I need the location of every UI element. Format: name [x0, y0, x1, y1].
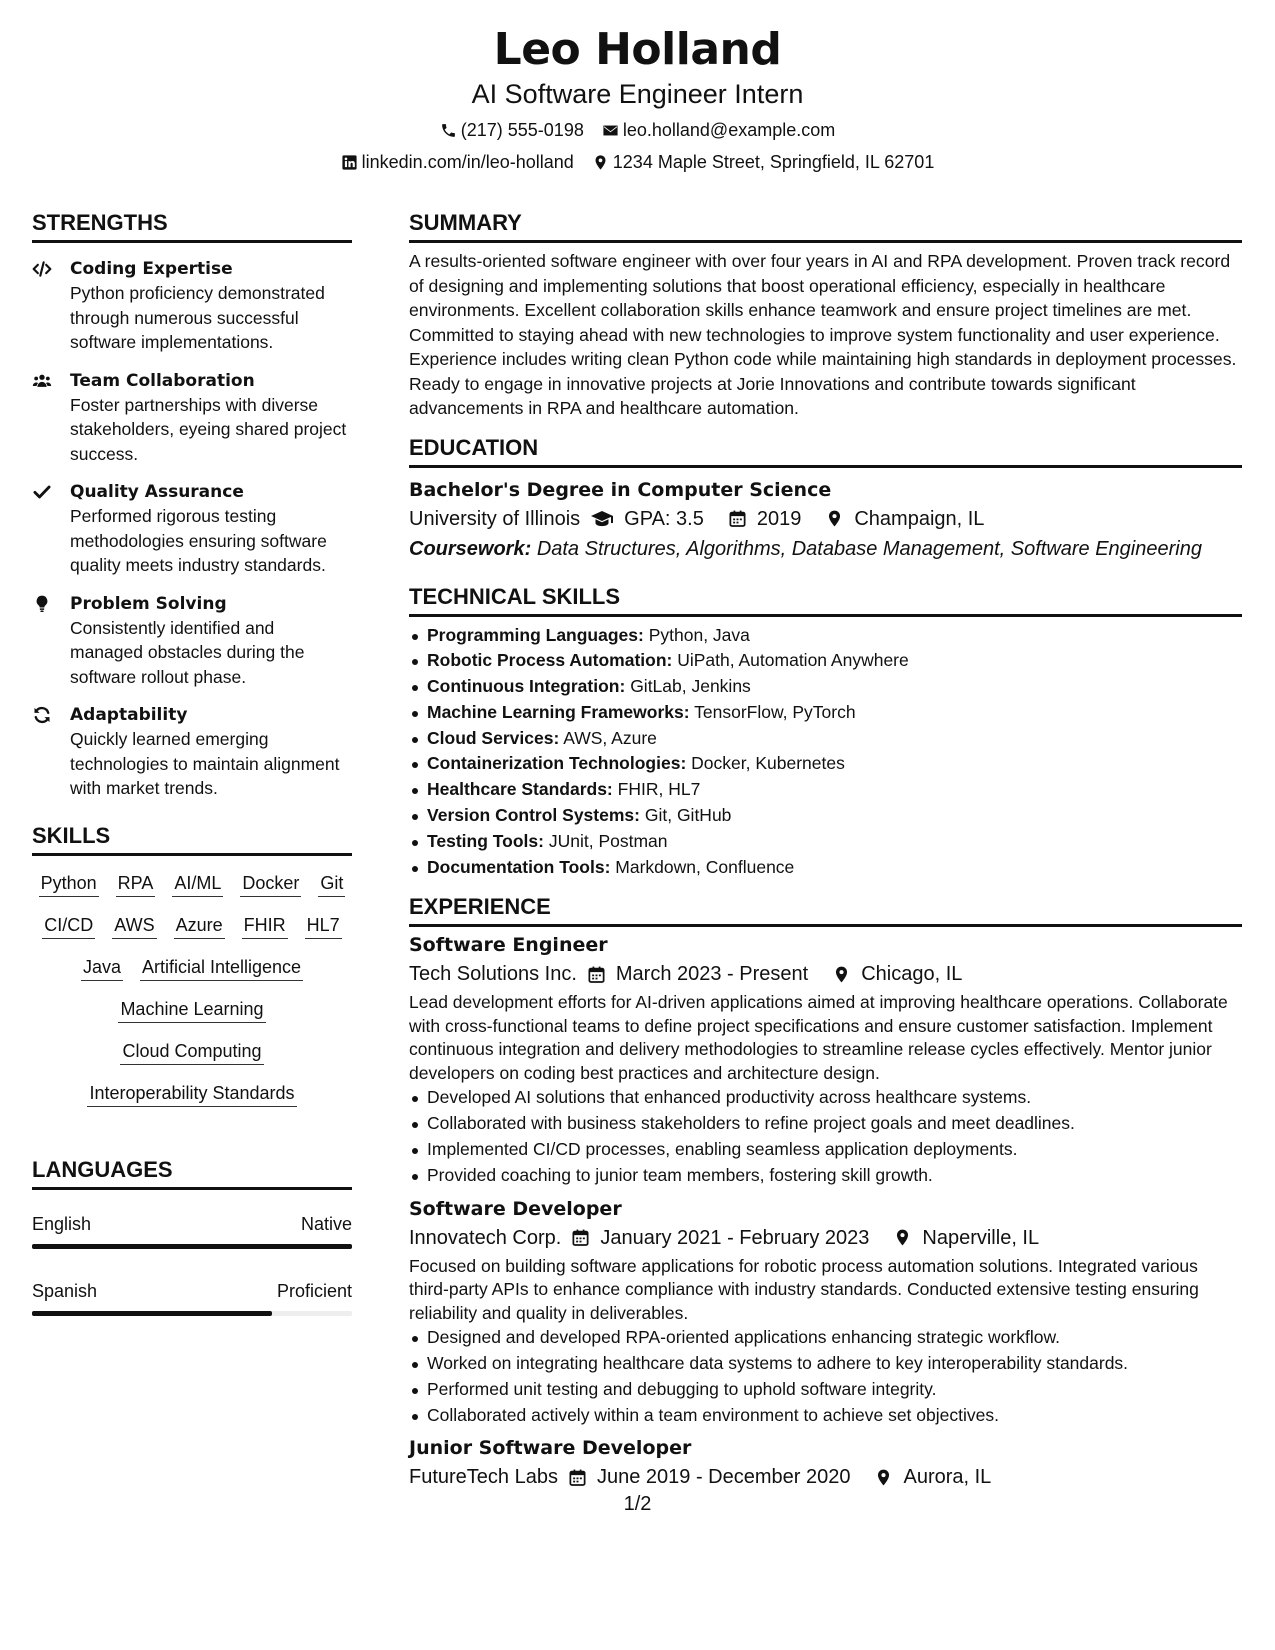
experience-heading: EXPERIENCE	[409, 894, 1242, 927]
company-name: FutureTech Labs	[409, 1466, 558, 1489]
job-dates: March 2023 - Present	[615, 963, 809, 986]
language-name: Spanish	[32, 1280, 98, 1301]
skill-values: AWS, Azure	[563, 727, 657, 748]
skill-tag: Machine Learning	[118, 996, 265, 1023]
strength-desc: Foster partnerships with diverse stakeholders, eyeing shared project success.	[70, 394, 347, 464]
job-title: Software Developer	[409, 1197, 622, 1220]
skill-tag: Azure	[174, 912, 225, 939]
phone-icon	[440, 122, 457, 139]
language-level: Proficient	[276, 1280, 352, 1301]
list-item: Collaborated actively within a team environment to achieve set objectives.	[409, 1403, 1242, 1429]
strength-desc: Python proficiency demonstrated through numerous successful software implementations.	[70, 283, 325, 352]
phone-contact	[440, 119, 584, 141]
company-name: Tech Solutions Inc.	[409, 963, 577, 986]
contact-row-2	[0, 151, 1275, 173]
job-dates: January 2021 - February 2023	[600, 1226, 870, 1249]
envelope-icon	[602, 122, 619, 139]
job-bullets	[409, 1325, 1242, 1428]
lightbulb-icon	[32, 592, 70, 690]
list-item: Worked on integrating healthcare data systems to adhere to key interoperability standards.	[409, 1351, 1242, 1377]
company-name: Innovatech Corp.	[409, 1226, 562, 1249]
skill-category: Continuous Integration:	[427, 676, 626, 697]
skills-list	[32, 870, 352, 1107]
language-name: English	[32, 1213, 92, 1234]
skill-values: Markdown, Confluence	[615, 856, 795, 877]
skill-tag: RPA	[116, 870, 156, 897]
calendar-icon	[571, 1228, 590, 1247]
skill-tag: AI/ML	[172, 870, 223, 897]
right-column	[409, 210, 1242, 1492]
job-entry	[409, 931, 1242, 1188]
skill-tag: Java	[81, 954, 123, 981]
linkedin-contact[interactable]	[341, 151, 574, 173]
skill-category: Cloud Services:	[427, 727, 560, 748]
job-title: Software Engineer	[409, 934, 608, 957]
strengths-heading: STRENGTHS	[32, 210, 352, 243]
skill-tag: Docker	[240, 870, 301, 897]
page-number: 1/2	[623, 1493, 652, 1515]
job-location: Chicago, IL	[861, 963, 963, 986]
strength-title: Problem Solving	[70, 593, 227, 614]
education-heading: EDUCATION	[409, 435, 1242, 468]
skill-tag: CI/CD	[42, 912, 95, 939]
job-meta	[409, 1462, 1242, 1492]
skill-category: Containerization Technologies:	[427, 753, 687, 774]
skill-values: GitLab, Jenkins	[630, 676, 751, 697]
list-item	[409, 726, 1242, 752]
education-meta	[409, 504, 1242, 534]
skill-values: Python, Java	[648, 624, 750, 645]
check-icon	[32, 480, 70, 578]
strength-desc: Performed rigorous testing methodologies ensuring software quality meets industry standards.	[70, 506, 327, 575]
strength-desc: Quickly learned emerging technologies to maintain alignment with market trends.	[70, 729, 340, 798]
skill-values: JUnit, Postman	[548, 830, 668, 851]
strength-title: Team Collaboration	[70, 370, 255, 391]
code-icon	[32, 257, 70, 355]
skill-tag: Python	[39, 870, 99, 897]
skill-category: Documentation Tools:	[427, 856, 611, 877]
job-dates: June 2019 - December 2020	[596, 1466, 851, 1489]
skill-tag: Cloud Computing	[120, 1038, 263, 1065]
job-location: Aurora, IL	[903, 1466, 992, 1489]
map-pin-icon	[893, 1228, 912, 1247]
language-bar	[32, 1311, 352, 1316]
left-column	[32, 210, 352, 1316]
skill-tag: HL7	[305, 912, 342, 939]
map-pin-icon	[825, 509, 844, 528]
list-item	[409, 829, 1242, 855]
degree-title: Bachelor's Degree in Computer Science	[409, 478, 832, 501]
job-bullets	[409, 1085, 1242, 1188]
gpa-text: GPA: 3.5	[624, 507, 704, 530]
map-pin-icon	[592, 154, 609, 171]
technical-skills-heading: TECHNICAL SKILLS	[409, 584, 1242, 617]
skills-heading: SKILLS	[32, 823, 352, 856]
candidate-name: Leo Holland	[493, 24, 782, 75]
job-description: Lead development efforts for AI-driven applications aimed at improving healthcare operations. Collaborate with cross-functional teams to define project specifications and ensure customer satisfaction. Implement continuous integration and delivery methodologies to streamline release cycles effectively. Mentor junior developers on coding best practices and architecture design.	[409, 992, 1228, 1083]
technical-skills-list	[409, 623, 1242, 881]
list-item: Implemented CI/CD processes, enabling seamless application deployments.	[409, 1137, 1242, 1163]
linkedin-text[interactable]: linkedin.com/in/leo-holland	[361, 152, 574, 172]
skill-tag: FHIR	[242, 912, 288, 939]
list-item	[409, 623, 1242, 649]
coursework-line	[409, 534, 1242, 564]
address-contact	[592, 151, 935, 173]
coursework-text: Data Structures, Algorithms, Database Management, Software Engineering	[536, 537, 1202, 560]
list-item: Provided coaching to junior team members, fostering skill growth.	[409, 1163, 1242, 1189]
sync-icon	[32, 703, 70, 801]
skill-tag: Interoperability Standards	[87, 1080, 296, 1107]
calendar-icon	[728, 509, 747, 528]
strength-item	[32, 257, 352, 355]
skill-category: Robotic Process Automation:	[427, 650, 673, 671]
users-icon	[32, 369, 70, 467]
calendar-icon	[587, 965, 606, 984]
language-bar-fill	[32, 1244, 352, 1249]
strength-title: Quality Assurance	[70, 482, 244, 502]
list-item	[409, 648, 1242, 674]
summary-heading: SUMMARY	[409, 210, 1242, 243]
list-item	[409, 803, 1242, 829]
skill-values: Git, GitHub	[644, 805, 732, 826]
map-pin-icon	[874, 1468, 893, 1487]
resume-header	[0, 22, 1275, 173]
skill-tag: Artificial Intelligence	[140, 954, 303, 981]
skill-values: TensorFlow, PyTorch	[694, 701, 856, 722]
list-item	[409, 751, 1242, 777]
job-entry	[409, 1434, 1242, 1492]
skill-values: FHIR, HL7	[617, 779, 701, 800]
skill-category: Healthcare Standards:	[427, 779, 613, 800]
contact-row-1	[0, 119, 1275, 141]
coursework-label: Coursework:	[409, 537, 532, 560]
skill-tag: AWS	[112, 912, 156, 939]
school-name: University of Illinois	[409, 507, 581, 530]
summary-text: A results-oriented software engineer with over four years in AI and RPA development. Proven track record of designing and implementing solutions that boost operational efficiency, especially in healthcare environments. Excellent collaboration skills enhance teamwork and ensure project timelines are met. Committed to staying ahead with new technologies to improve system functionality and user experience. Experience includes writing clean Python code while maintaining high standards in deployment processes. Ready to engage in innovative projects at Jorie Innovations and contribute towards significant advancements in RPA and healthcare automation.	[409, 251, 1237, 418]
list-item	[409, 777, 1242, 803]
list-item	[409, 700, 1242, 726]
list-item: Developed AI solutions that enhanced productivity across healthcare systems.	[409, 1085, 1242, 1111]
language-bar-fill	[32, 1311, 272, 1316]
skill-category: Machine Learning Frameworks:	[427, 701, 690, 722]
job-entry	[409, 1195, 1242, 1429]
address-text: 1234 Maple Street, Springfield, IL 62701	[612, 152, 935, 172]
skill-values: Docker, Kubernetes	[691, 753, 845, 774]
graduation-year: 2019	[756, 507, 802, 530]
email-contact[interactable]	[602, 119, 835, 141]
language-item	[32, 1279, 352, 1316]
job-description: Focused on building software applications for robotic process automation solutions. Integrated various third-party APIs to enhance compliance with industry standards. Conducted extensive testing ensuring reliability and quality in deliverables.	[409, 1255, 1199, 1323]
phone-text: (217) 555-0198	[460, 120, 584, 140]
skill-values: UiPath, Automation Anywhere	[677, 650, 909, 671]
strength-item	[32, 703, 352, 801]
language-item	[32, 1212, 352, 1249]
strength-item	[32, 592, 352, 690]
job-location: Naperville, IL	[922, 1226, 1040, 1249]
language-level: Native	[300, 1213, 352, 1234]
skill-category: Testing Tools:	[427, 830, 544, 851]
email-text[interactable]: leo.holland@example.com	[622, 120, 836, 140]
list-item	[409, 855, 1242, 881]
list-item	[409, 674, 1242, 700]
list-item: Designed and developed RPA-oriented applications enhancing strategic workflow.	[409, 1325, 1242, 1351]
languages-heading: LANGUAGES	[32, 1157, 352, 1190]
strength-item	[32, 480, 352, 578]
skill-tag: Git	[318, 870, 345, 897]
map-pin-icon	[832, 965, 851, 984]
linkedin-icon	[341, 154, 358, 171]
language-bar	[32, 1244, 352, 1249]
strength-item	[32, 369, 352, 467]
job-title: Junior Software Developer	[409, 1437, 692, 1460]
candidate-role: AI Software Engineer Intern	[471, 79, 804, 109]
skill-category: Programming Languages:	[427, 624, 644, 645]
list-item: Performed unit testing and debugging to uphold software integrity.	[409, 1377, 1242, 1403]
job-meta	[409, 959, 1242, 989]
strength-title: Coding Expertise	[70, 259, 233, 279]
skill-category: Version Control Systems:	[427, 805, 640, 826]
job-meta	[409, 1223, 1242, 1253]
graduation-cap-icon	[590, 507, 614, 531]
strength-title: Adaptability	[70, 705, 188, 725]
education-location: Champaign, IL	[854, 507, 985, 530]
strength-desc: Consistently identified and managed obstacles during the software rollout phase.	[70, 617, 305, 687]
calendar-icon	[568, 1468, 587, 1487]
list-item: Collaborated with business stakeholders to refine project goals and meet deadlines.	[409, 1111, 1242, 1137]
